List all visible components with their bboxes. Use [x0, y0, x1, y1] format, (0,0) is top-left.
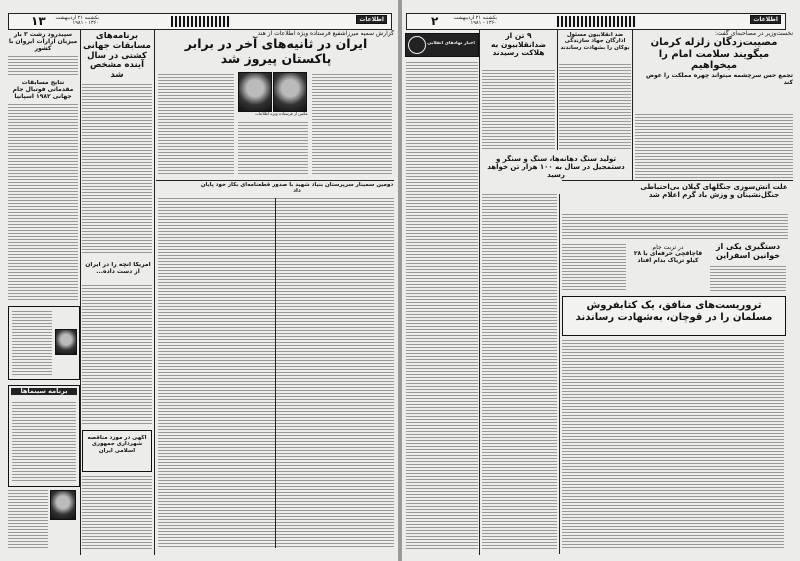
photo-caption: عکس از فرستاده ویژه اطلاعات	[255, 112, 308, 116]
divider	[156, 180, 394, 181]
article-text	[158, 74, 234, 176]
column-rule	[154, 30, 155, 555]
smuggler-headline: قاچاقچی حرفه‌ای با ۲۸ کیلو تریاک بدام افتاد	[633, 250, 703, 265]
lead-subhead: تجمع حس سرچشمه میتواند چهره مملکت را عوض کند	[645, 71, 793, 86]
revolutionary-news-emblem	[405, 33, 479, 57]
masthead-logo: اطلاعات	[356, 15, 387, 24]
article-text	[710, 266, 786, 292]
article-text	[82, 476, 152, 551]
page-header	[8, 13, 392, 30]
column-rule	[632, 30, 633, 180]
lead-headline: ایران در ثانیه‌های آخر در برابر پاکستان پیروز شد	[184, 36, 368, 66]
column-rule	[80, 30, 81, 555]
page-number: ۱۳	[31, 14, 46, 28]
athlete-photo	[273, 72, 307, 112]
america-headline: آمریکا آنچه را در ایران از دست داده...	[85, 262, 151, 275]
divider	[562, 180, 793, 181]
article-text	[82, 285, 152, 425]
ad-box	[82, 430, 152, 472]
article-text	[82, 84, 152, 254]
masthead-logo: اطلاعات	[750, 15, 781, 24]
emblem-icon	[408, 36, 426, 54]
portrait-photo	[55, 329, 77, 355]
column-rule	[479, 30, 480, 555]
nine-headline: ۹ تن از ضدانقلابیون به هلاکت رسیدند	[490, 32, 547, 58]
worldcup-headline: نتایج مسابقات مقدماتی فوتبال جام جهانی ۱۹۸۲ اسپانیا	[12, 80, 74, 100]
lead-kicker: گزارش سمیه میرزاشفیع فرستاده ویژه اطلاعات از هند	[257, 30, 394, 37]
article-text	[8, 56, 78, 76]
article-text	[482, 70, 555, 150]
column-rule	[559, 194, 560, 554]
header-date: یکشنبه ۲۱ اردیبهشت ۱۳۶۰ - ۱۹۸۱	[453, 15, 497, 26]
seminar-headline: دومین سمینار سرپرستان بنیاد شهید با صدور قطعنامه‌ای بکار خود پایان داد	[200, 182, 394, 195]
lead-story	[158, 30, 394, 70]
bukan-headline: ضد انقلابیون مسئول ادارگان جهاد سازندگی بوکان را بشهادت رساندند	[560, 32, 630, 51]
lead-kicker: نخست‌وزیر در مصاحبه‌ای گفت:	[714, 30, 793, 37]
right-page	[402, 0, 800, 561]
production-headline: تولید سنگ دهانه‌ها، سنگ و سنگر و دستمجیل در سال به ۱۰۰ هزار تن خواهد رسید	[487, 155, 625, 180]
left-page	[0, 0, 398, 561]
smuggler-kicker: در تربت جام	[652, 244, 684, 251]
article-text	[562, 244, 626, 292]
wrestling-headline: برنامه‌های مسابقات جهانی کشتی در سال آینده مشخص شد	[83, 32, 151, 81]
article-text	[635, 114, 793, 178]
arrest-headline: دستگیری یکی از خوانین اسفراین	[715, 242, 781, 261]
header-date: یکشنبه ۲۱ اردیبهشت ۱۳۶۰ - ۱۹۸۱	[55, 15, 99, 26]
sepidrood-headline: سپیدرود رشت ۳ بار میزبان ارارات ایروان با کشور	[8, 32, 78, 52]
article-text	[8, 104, 78, 300]
article-text	[8, 490, 48, 550]
cinema-box	[8, 385, 80, 487]
column-rule	[557, 30, 558, 150]
emblem-label: اخبار نهادهای انقلابی	[427, 41, 475, 46]
article-text	[562, 340, 784, 550]
fire-headline: علت آتش‌سوزی جنگلهای گیلان بی‌احتیاطی جنگل‌نشینان و وزش باد گرم اعلام شد	[640, 183, 788, 200]
article-text	[482, 194, 557, 550]
article-text	[238, 122, 308, 176]
athlete-photo	[238, 72, 272, 112]
barcode-icon	[557, 16, 637, 27]
page-header	[406, 13, 786, 30]
column-rule	[275, 198, 276, 548]
listing-text	[12, 311, 52, 375]
article-text	[559, 64, 631, 150]
terror-headline: تروریست‌های منافق، یک کتابفروش مسلمان را در قوچان، به‌شهادت رساندند	[575, 300, 773, 323]
article-text	[562, 214, 788, 240]
cinema-listing-box	[8, 306, 80, 380]
lead-story	[635, 30, 793, 110]
portrait-photo	[50, 490, 76, 520]
article-text	[312, 74, 392, 176]
terror-headline-box	[562, 296, 786, 336]
cinema-headline: برنامه سینماها	[11, 388, 77, 395]
lead-headline: مصیبت‌زدگان زلزله کرمان میگویند سلامت امام را میخواهیم	[650, 37, 778, 72]
barcode-icon	[171, 16, 231, 27]
ad-headline: آگهی در مورد مناقصه شهرداری جمهوری اسلامی ایران	[87, 435, 147, 454]
listing-text	[12, 402, 76, 482]
article-text	[158, 198, 394, 548]
smuggler-story	[630, 244, 706, 265]
article-text	[406, 62, 478, 550]
page-number: ۲	[431, 14, 439, 28]
